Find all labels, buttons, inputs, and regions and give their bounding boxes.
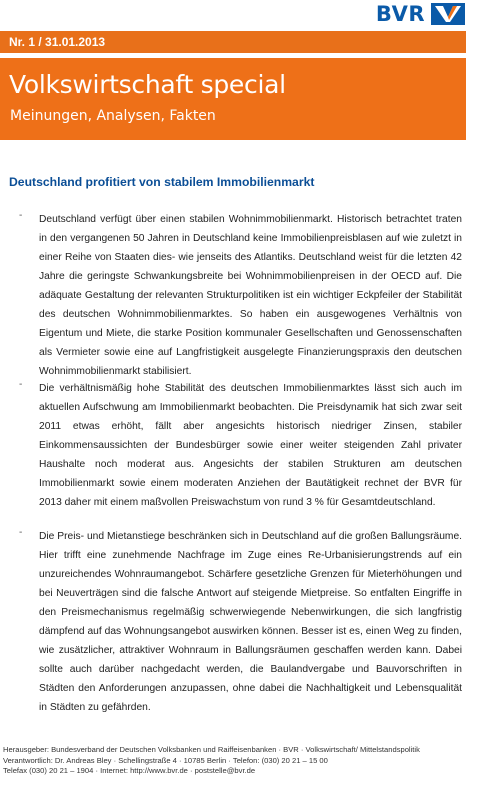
bvr-logo [376, 2, 465, 26]
volksbank-logo-icon [431, 3, 465, 25]
bullet-paragraph [19, 527, 462, 717]
banner-title: Volkswirtschaft special [9, 70, 286, 99]
paragraph-text: Die Preis- und Mietanstiege beschränken sich in Deutschland auf die großen Ballungsräume. Hier trifft eine zunehmende Nachfrage im Zuge eines Re-Urbanisierungstrends auf ein unzureichendes Wohnraumangebot. Schärfere gesetzliche Grenzen für Mieterhöhungen und bei Neuverträgen sind die falsche Antwort auf steigende Mietpreise. So entfalten Eingriffe in den Preismechanismus regelmäßig schwerwiegende Nebenwirkungen, die sich langfristig dämpfend auf das Wohnungsangebot auswirken können. Besser ist es, einen Weg zu finden, wie zusätzlicher, attraktiver Wohnraum in Ballungsräumen geschaffen werden kann. Dabei sollte auch darüber nachgedacht werden, die Baulandvergabe und Bauvorschriften in Städten den Anforderungen anzupassen, ohne dabei die Nachhaltigkeit und Lebensqualität in Städten zu gefährden. [39, 531, 462, 713]
footer [3, 745, 483, 777]
footer-contact: Verantwortlich: Dr. Andreas Bley · Schellingstraße 4 · 10785 Berlin · Telefon: (030) 20 21 – 15 00 [3, 755, 328, 765]
bullet-dash: - [19, 379, 23, 390]
bullet-paragraph [19, 379, 462, 512]
footer-publisher: Herausgeber: Bundesverband der Deutschen Volksbanken und Raiffeisenbanken · BVR · Volkswirtschaft/ Mittelstandspolitik [3, 745, 420, 754]
issue-number: Nr. 1 / 31.01.2013 [9, 35, 106, 49]
paragraph-text: Die verhältnismäßig hohe Stabilität des deutschen Immobilienmarktes lässt sich auch im aktuellen Aufschwung am Immobilienmarkt beobachten. Die Preisdynamik hat sich zwar seit 2011 etwas erhöht, fällt aber angesichts historisch niedriger Zinsen, stabiler Einkommensaussichten der Bundesbürger sowie einer weiter steigenden Zahl privater Haushalte noch moderat aus. Angesichts der stabilen Strukturen am deutschen Immobilienmarkt sowie einem moderaten Anziehen der Bautätigkeit rechnet der BVR für 2013 daher mit einem maßvollen Preiswachstum von rund 3 % für Gesamtdeutschland. [39, 383, 462, 508]
bullet-dash: - [19, 210, 23, 221]
banner-subtitle: Meinungen, Analysen, Fakten [10, 108, 216, 124]
footer-web: Telefax (030) 20 21 – 1904 · Internet: http://www.bvr.de · poststelle@bvr.de [3, 766, 256, 775]
article-headline: Deutschland profitiert von stabilem Immobilienmarkt [9, 175, 315, 189]
title-banner [0, 58, 466, 140]
paragraph-text: Deutschland verfügt über einen stabilen Wohnimmobilienmarkt. Historisch betrachtet traten in den vergangenen 50 Jahren in Deutschland keine Immobilienpreisblasen auf wie zuletzt in einer Reihe von Staaten dies- wie jenseits des Atlantiks. Deutschland weist für die letzten 42 Jahre die geringste Schwankungsbreite bei Wohnimmobilienpreisen in der OECD auf. Die adäquate Gestaltung der relevanten Strukturpolitiken ist ein wichtiger Eckpfeiler der Stabilität des deutschen Wohnimmobilienmarktes. So haben ein ausgewogenes Verhältnis von Eigentum und Miete, die starke Position kommunaler Gesellschaften und Genossenschaften als Vermieter sowie eine auf Langfristigkeit ausgelegte Finanzierungspraxis den deutschen Wohnimmobilienmarkt stabilisiert. [39, 214, 462, 377]
bullet-paragraph [19, 210, 462, 381]
issue-bar [0, 31, 466, 53]
logo-text: BVR [375, 2, 425, 26]
bullet-dash: - [19, 527, 23, 538]
